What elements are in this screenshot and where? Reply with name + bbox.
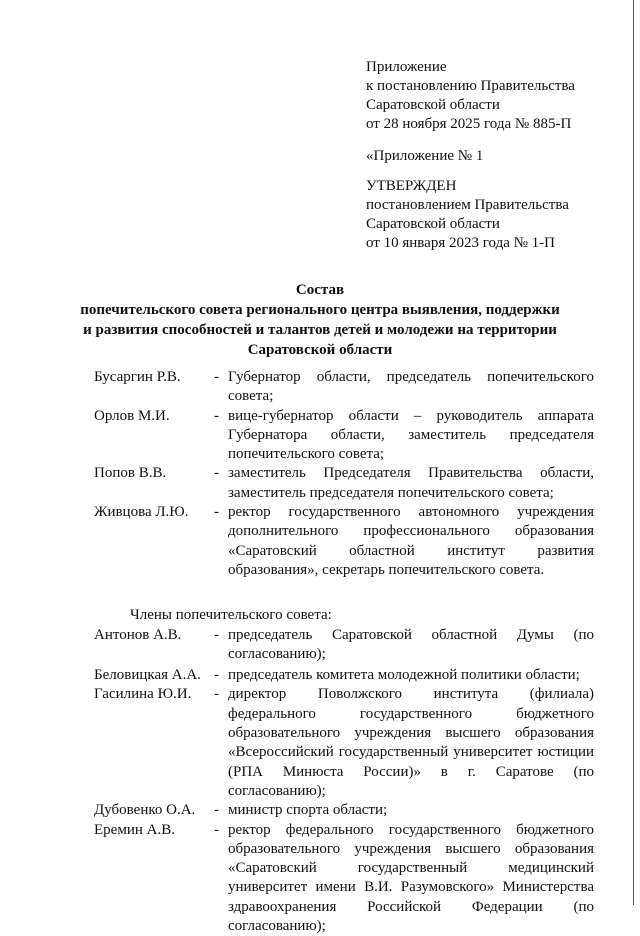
title-line-1: Состав (295, 282, 345, 298)
approved-line-4: от 10 января 2023 года № 1-П (366, 235, 556, 251)
member-name: Гасилина Ю.И. (94, 686, 192, 703)
roster-row (94, 821, 594, 936)
member-role: председатель комитета молодежной политики области; (228, 667, 580, 684)
approved-label: УТВЕРЖДЕН (366, 178, 457, 194)
separator-dash: - (214, 465, 219, 482)
roster-row (94, 503, 594, 580)
member-name: Дубовенко О.А. (94, 802, 196, 819)
title-line-3: и развития способностей и талантов детей и молодежи на территории (83, 322, 557, 338)
member-name: Бусаргин Р.В. (94, 369, 181, 385)
appendix-number: «Приложение № 1 (366, 148, 484, 164)
appendix-label: Приложение (366, 59, 447, 75)
separator-dash: - (214, 802, 219, 819)
roster-row (94, 685, 594, 801)
separator-dash: - (214, 626, 219, 643)
member-role: ректор государственного автономного учреждения дополнительного профессионального образования «Саратовский областной институт развития образования», секретарь попечительского совета. (228, 504, 594, 578)
member-name: Орлов М.И. (94, 407, 170, 424)
member-name: Попов В.В. (94, 465, 167, 482)
roster-row (94, 626, 594, 665)
member-role: вице-губернатор области – руководитель аппарата Губернатора области, заместитель председателя попечительского совета; (228, 407, 594, 463)
member-role: Губернатор области, председатель попечительского совета; (228, 369, 594, 405)
document-title (0, 280, 640, 360)
title-line-4: Саратовской области (247, 342, 393, 358)
title-line-2: попечительского совета регионального центра выявления, поддержки (80, 302, 560, 318)
appendix-line-2: к постановлению Правительства (366, 78, 575, 94)
roster-row (94, 407, 594, 465)
roster-row (94, 801, 594, 820)
member-name: Живцова Л.Ю. (94, 504, 189, 521)
separator-dash: - (214, 821, 219, 838)
member-role: ректор федерального государственного бюджетного образовательного учреждения высшего образования «Саратовский государственный медицинский университет имени В.И. Разумовского» Министерства здравоохранения Российской Федерации (по согласованию); (228, 821, 594, 935)
member-role: министр спорта области; (228, 802, 388, 819)
appendix-line-3: Саратовской области (366, 97, 500, 113)
appendix-header (366, 58, 626, 253)
roster-row (94, 666, 594, 685)
separator-dash: - (214, 407, 219, 424)
approved-line-2: постановлением Правительства (366, 197, 569, 213)
member-role: директор Поволжского института (филиала) федерального государственного бюджетного образовательного учреждения высшего образования «Всероссийский государственный университет юстиции (РПА Минюста России)» в г. Саратове (по согласованию); (228, 686, 594, 799)
member-name: Антонов А.В. (94, 626, 182, 643)
approved-line-3: Саратовской области (366, 216, 500, 232)
separator-dash: - (214, 369, 219, 385)
separator-dash: - (214, 667, 219, 684)
separator-dash: - (214, 504, 219, 521)
member-role: председатель Саратовской областной Думы (по согласованию); (228, 626, 594, 662)
member-name: Беловицкая А.А. (94, 667, 201, 684)
members-section-label: Члены попечительского совета: (130, 607, 332, 624)
scan-edge-line (633, 0, 634, 905)
roster-row (94, 368, 594, 407)
member-role: заместитель Председателя Правительства области, заместитель председателя попечительского совета; (228, 465, 594, 501)
council-roster (94, 368, 594, 936)
member-name: Еремин А.В. (94, 821, 175, 838)
roster-row (94, 464, 594, 503)
separator-dash: - (214, 686, 219, 703)
appendix-line-4: от 28 ноября 2025 года № 885-П (366, 116, 572, 132)
